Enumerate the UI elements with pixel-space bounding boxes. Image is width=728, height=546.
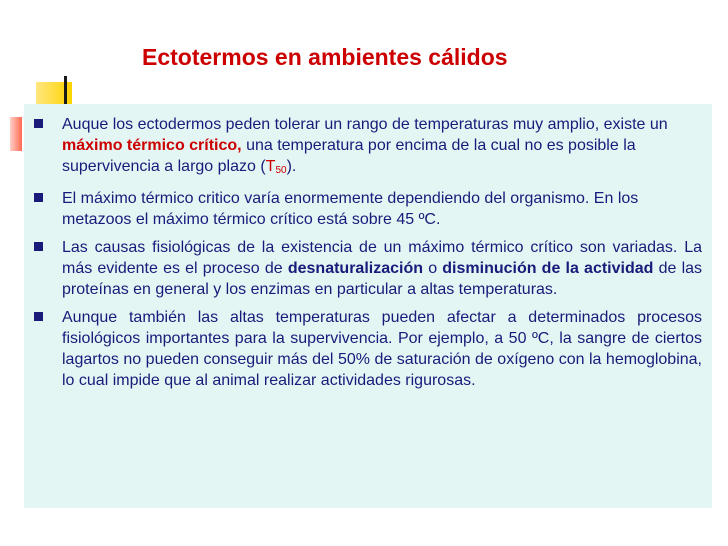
- square-bullet-icon: [34, 242, 43, 251]
- slide-title: Ectotermos en ambientes cálidos: [142, 44, 508, 70]
- bullet-text: una temperatura por encima de la cual no es posible la supervivencia a largo plazo (: [62, 137, 636, 175]
- bullet-item-1: [32, 114, 702, 181]
- bold-term: disminución de la actividad: [442, 260, 654, 277]
- bullet-text: o: [423, 260, 443, 277]
- decor-red-block: [10, 117, 22, 151]
- bullet-item-3: [32, 237, 702, 300]
- bullet-item-2: [32, 188, 702, 230]
- bullet-text: Las causas fisiológicas de la existencia de un máximo térmico crítico son variadas. La más evidente es el proceso de: [62, 239, 702, 277]
- square-bullet-icon: [34, 119, 43, 128]
- highlight-term: máximo térmico crítico,: [62, 137, 242, 154]
- bullet-text: de las proteínas en general y los enzimas en particular a altas temperaturas.: [62, 260, 703, 298]
- bullet-text: El máximo térmico critico varía enormemente dependiendo del organismo. En los metazoos el máximo térmico crítico está sobre 45 ºC.: [62, 190, 639, 228]
- bullet-item-4: [32, 307, 702, 391]
- bold-term: desnaturalización: [287, 260, 424, 277]
- bullet-list: [32, 114, 702, 398]
- t-letter: T: [265, 158, 276, 175]
- t50-symbol: [266, 158, 287, 175]
- t-subscript: 50: [275, 165, 287, 176]
- bullet-text: Aunque también las altas temperaturas pueden afectar a determinados procesos fisiológicos importantes para la supervivencia. Por ejemplo, a 50 ºC, la sangre de ciertos lagartos no pueden conseguir más del 50% de saturación de oxígeno con la hemoglobina, lo cual impide que al animal realizar actividades rigurosas.: [62, 309, 702, 389]
- square-bullet-icon: [34, 312, 43, 321]
- square-bullet-icon: [34, 193, 43, 202]
- bullet-text: ).: [286, 158, 297, 175]
- bullet-text: Auque los ectodermos peden tolerar un rango de temperaturas muy amplio, existe un: [62, 116, 668, 133]
